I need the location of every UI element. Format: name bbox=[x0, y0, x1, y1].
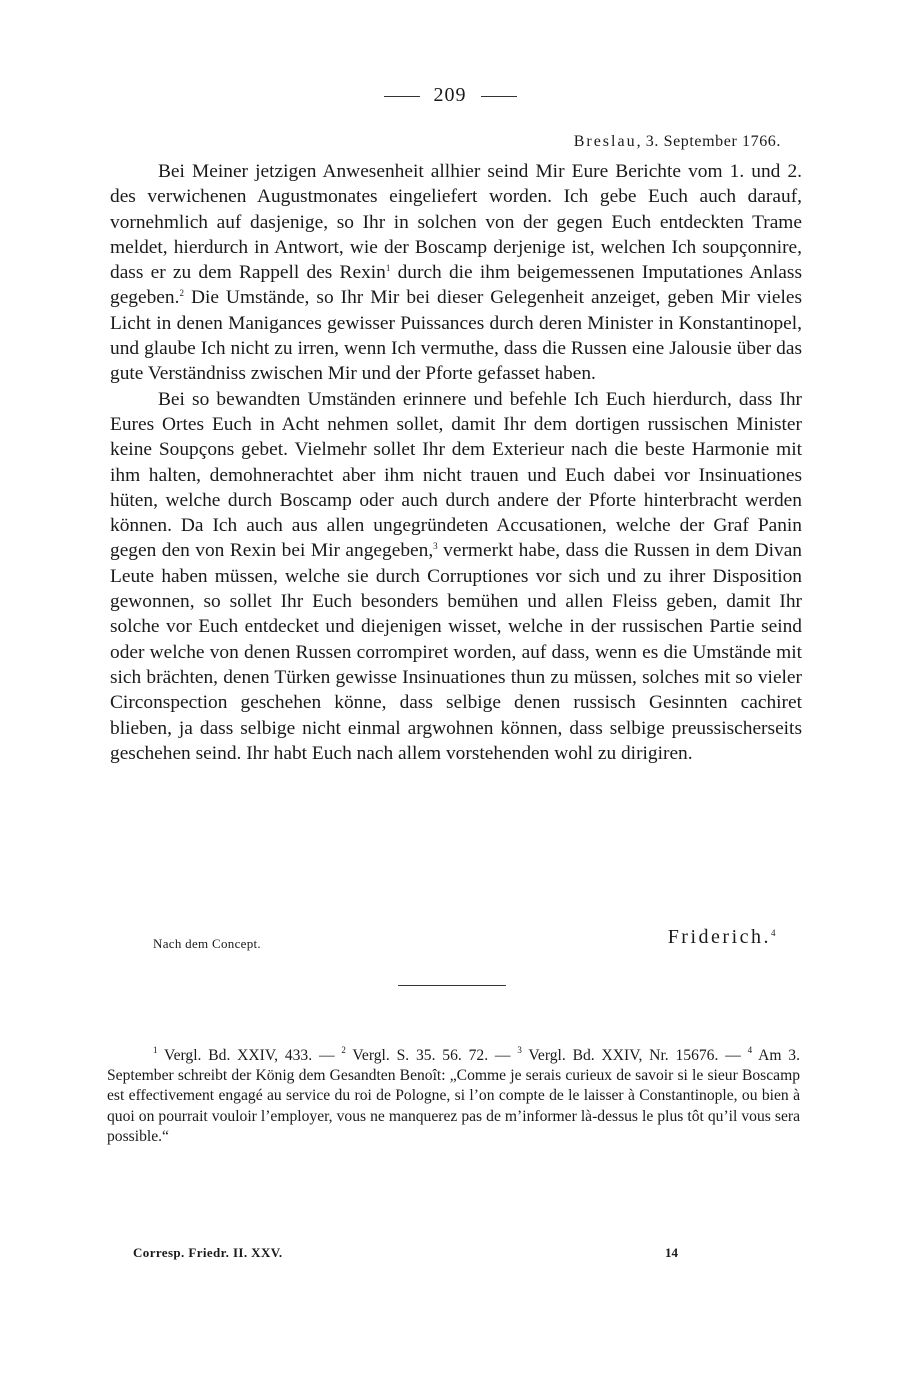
page-number: 209 bbox=[433, 84, 467, 106]
footnote-4-text: Am 3. September schreibt der König dem Gesandten Benoît: „Comme je serais curieux de savoir si le sieur Boscamp est effectivement engagé au service du roi de Pologne, si l’on compte de le laisser à Constantinople, ou bien à quoi on pourrait vouloir l’employer, vous ne manquerez pas de m’informer là-dessus le plus tôt qu’il vous sera possible.“ bbox=[107, 1047, 800, 1145]
signature-text: Friderich. bbox=[667, 926, 771, 948]
page-header bbox=[0, 84, 900, 107]
footnote-block bbox=[107, 1046, 800, 1147]
page-footer bbox=[0, 1245, 900, 1265]
source-note: Nach dem Concept. bbox=[153, 936, 261, 951]
signature bbox=[668, 926, 778, 949]
footnote-ref-4: 4 bbox=[771, 928, 778, 938]
header-dash-left bbox=[384, 96, 420, 97]
footnote-ref-3: 3 bbox=[433, 541, 438, 552]
paragraph-1-text: Bei Meiner jetzigen Anwesenheit allhier seind Mir Eure Berichte vom 1. und 2. des verwichenen Augustmonates eingeliefert worden. Ich gebe Euch auch darauf, vornehmlich auf dasjenige, so Ihr in solchen von der gegen Euch entdeckten Trame meldet, hierdurch in Antwort, wie der Boscamp derjenige ist, welchen Ich soupçonnire, dass er zu dem Rappell des Rexin bbox=[110, 161, 802, 284]
footnote-3-marker: 3 bbox=[517, 1045, 522, 1055]
paragraph-2 bbox=[110, 387, 802, 766]
header-dash-right bbox=[481, 96, 517, 97]
paragraph-1 bbox=[110, 159, 802, 387]
paragraph-1-text-b: durch die ihm beigemessenen Imputationes Anlass gegeben. bbox=[110, 262, 802, 309]
footnote-1-marker: 1 bbox=[153, 1045, 158, 1055]
footnote-ref-2: 2 bbox=[179, 288, 184, 299]
footnotes bbox=[107, 1046, 800, 1147]
footnote-4-marker: 4 bbox=[747, 1045, 753, 1055]
footer-sheet-number: 14 bbox=[665, 1245, 678, 1260]
footnote-2-marker: 2 bbox=[341, 1045, 346, 1055]
letter-body bbox=[110, 159, 802, 766]
footer-signature-mark: Corresp. Friedr. II. XXV. bbox=[133, 1245, 283, 1260]
footnote-separator bbox=[398, 985, 506, 986]
footnote-1-text: Vergl. Bd. XXIV, 433. — bbox=[157, 1047, 342, 1064]
paragraph-2-text: Bei so bewandten Umständen erinnere und befehle Ich Euch hierdurch, dass Ihr Eures Ortes Euch in Acht nehmen sollet, damit Ihr dem dortigen russischen Minister keine Soupçons gebet. Vielmehr sollet Ihr dem Exterieur nach die beste Harmonie mit ihm halten, demohnerachtet aber ihm nicht trauen und Euch dabei vor Insinuationes hüten, welche durch Boscamp oder auch durch andere der Pforte hinterbracht werden können. Da Ich auch aus allen ungegründeten Accusationen, welche der Graf Panin gegen den von Rexin bei Mir angegeben, bbox=[110, 388, 802, 562]
paragraph-2-text-b: vermerkt habe, dass die Russen in dem Divan Leute haben müssen, welche sie durch Corruptiones vor sich und zu ihrer Disposition gewonnen, so sollet Ihr Euch besonders bemühen und allen Fleiss geben, damit Ihr solche vor Euch entdecket und diejenigen wisset, welche in der russischen Partie seind oder welche von denen Russen corrompiret worden, auf dass, wenn es die Umstände mit sich brächten, denen Türken gewisse Insinuationes thun zu müssen, solches mit so vieler Circonspection geschehen könne, dass selbige denen russisch Gesinnten cachiret blieben, ja dass selbige nicht einmal argwohnen können, dass selbige preussischerseits geschehen seind. Ihr habt Euch nach allem vorstehenden wohl zu dirigiren. bbox=[110, 540, 802, 764]
dateline bbox=[574, 133, 781, 151]
footnote-ref-1: 1 bbox=[385, 263, 391, 274]
footnote-2-text: Vergl. S. 35. 56. 72. — bbox=[345, 1047, 518, 1064]
dateline-date: , 3. September 1766. bbox=[636, 133, 781, 150]
paragraph-1-text-c: Die Umstände, so Ihr Mir bei dieser Gelegenheit anzeiget, geben Mir vieles Licht in denen Manigances gewisser Puissances durch deren Minister in Konstantinopel, und glaube Ich nicht zu irren, wenn Ich vermuthe, dass die Russen eine Jalousie über das gute Verständniss zwischen Mir und der Pforte gefasset haben. bbox=[110, 287, 802, 385]
dateline-place: Breslau bbox=[573, 133, 637, 150]
footnote-3-text: Vergl. Bd. XXIV, Nr. 15676. — bbox=[521, 1047, 748, 1064]
closing bbox=[0, 926, 900, 956]
